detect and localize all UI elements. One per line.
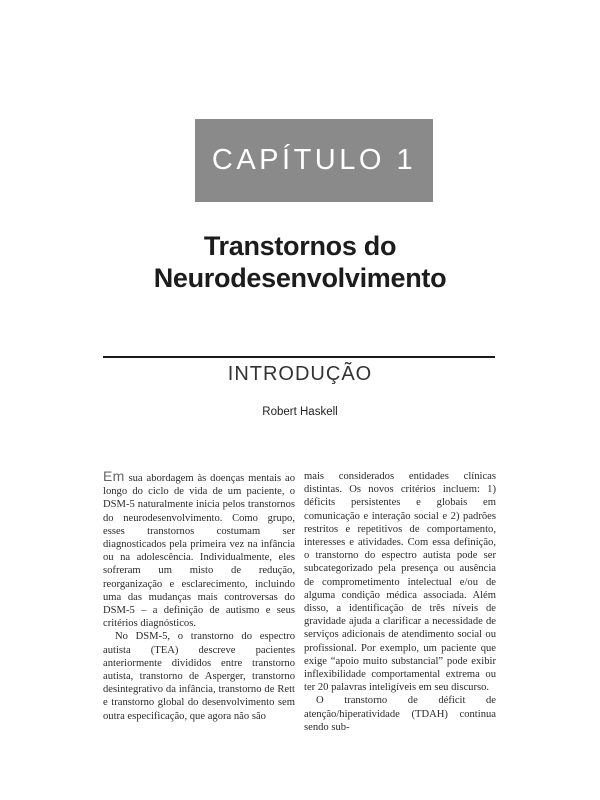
paragraph-1-text: sua abordagem às doenças mentais ao longo do ciclo de vida de um paciente, o DSM-5 naturalmente inicia pelos transtornos do neurodesenvolvimento. Como grupo, esses transtornos costumam ser diagnosticados pela primeira vez na infância ou na adolescência. Individualmente, eles sofreram um misto de redução, reorganização e esclarecimento, incluindo uma das mudanças mais controversas do DSM-5 – a definição de autismo e seus critérios diagnósticos. [103, 473, 295, 630]
section-title: INTRODUÇÃO [227, 363, 373, 385]
chapter-title-line-2: Neurodesenvolvimento [153, 263, 447, 293]
author-name: Robert Haskell [262, 406, 338, 418]
paragraph-2: No DSM-5, o transtorno do espectro autista (TEA) descreve pacientes anteriormente divididos entre transtorno autista, transtorno de Asperger, transtorno desintegrativo da infância, transtorno de Rett e transtorno global do desenvolvimento sem outra especificação, que agora não são [103, 631, 295, 722]
chapter-title-line-1: Transtornos do [203, 231, 397, 261]
text-column-right [304, 470, 496, 734]
lead-word: Em [103, 468, 125, 484]
chapter-label: CAPÍTULO 1 [211, 144, 417, 176]
paragraph-4: O transtorno de déficit de atenção/hiperatividade (TDAH) continua sendo sub- [304, 695, 496, 733]
paragraph-3: mais considerados entidades clínicas distintas. Os novos critérios incluem: 1) déficits persistentes e globais em comunicação e interação social e 2) padrões restritos e repetitivos de comportamento, interesses e atividades. Com essa definição, o transtorno do espectro autista pode ser subcategorizado pela presença ou ausência de comprometimento intelectual e/ou de alguma condição médica associada. Além disso, a identificação de três níveis de gravidade ajuda a clarificar a necessidade de serviços adicionais de atendimento social ou profissional. Por exemplo, um paciente que exige “apoio muito substancial” pode exibir inflexibilidade comportamental extrema ou ter 20 palavras inteligíveis em seu discurso. [304, 471, 496, 694]
chapter-title [0, 230, 600, 294]
paragraph-1 [103, 470, 295, 630]
text-column-left [103, 470, 295, 723]
chapter-label-box [195, 119, 433, 202]
section-divider [103, 356, 495, 358]
